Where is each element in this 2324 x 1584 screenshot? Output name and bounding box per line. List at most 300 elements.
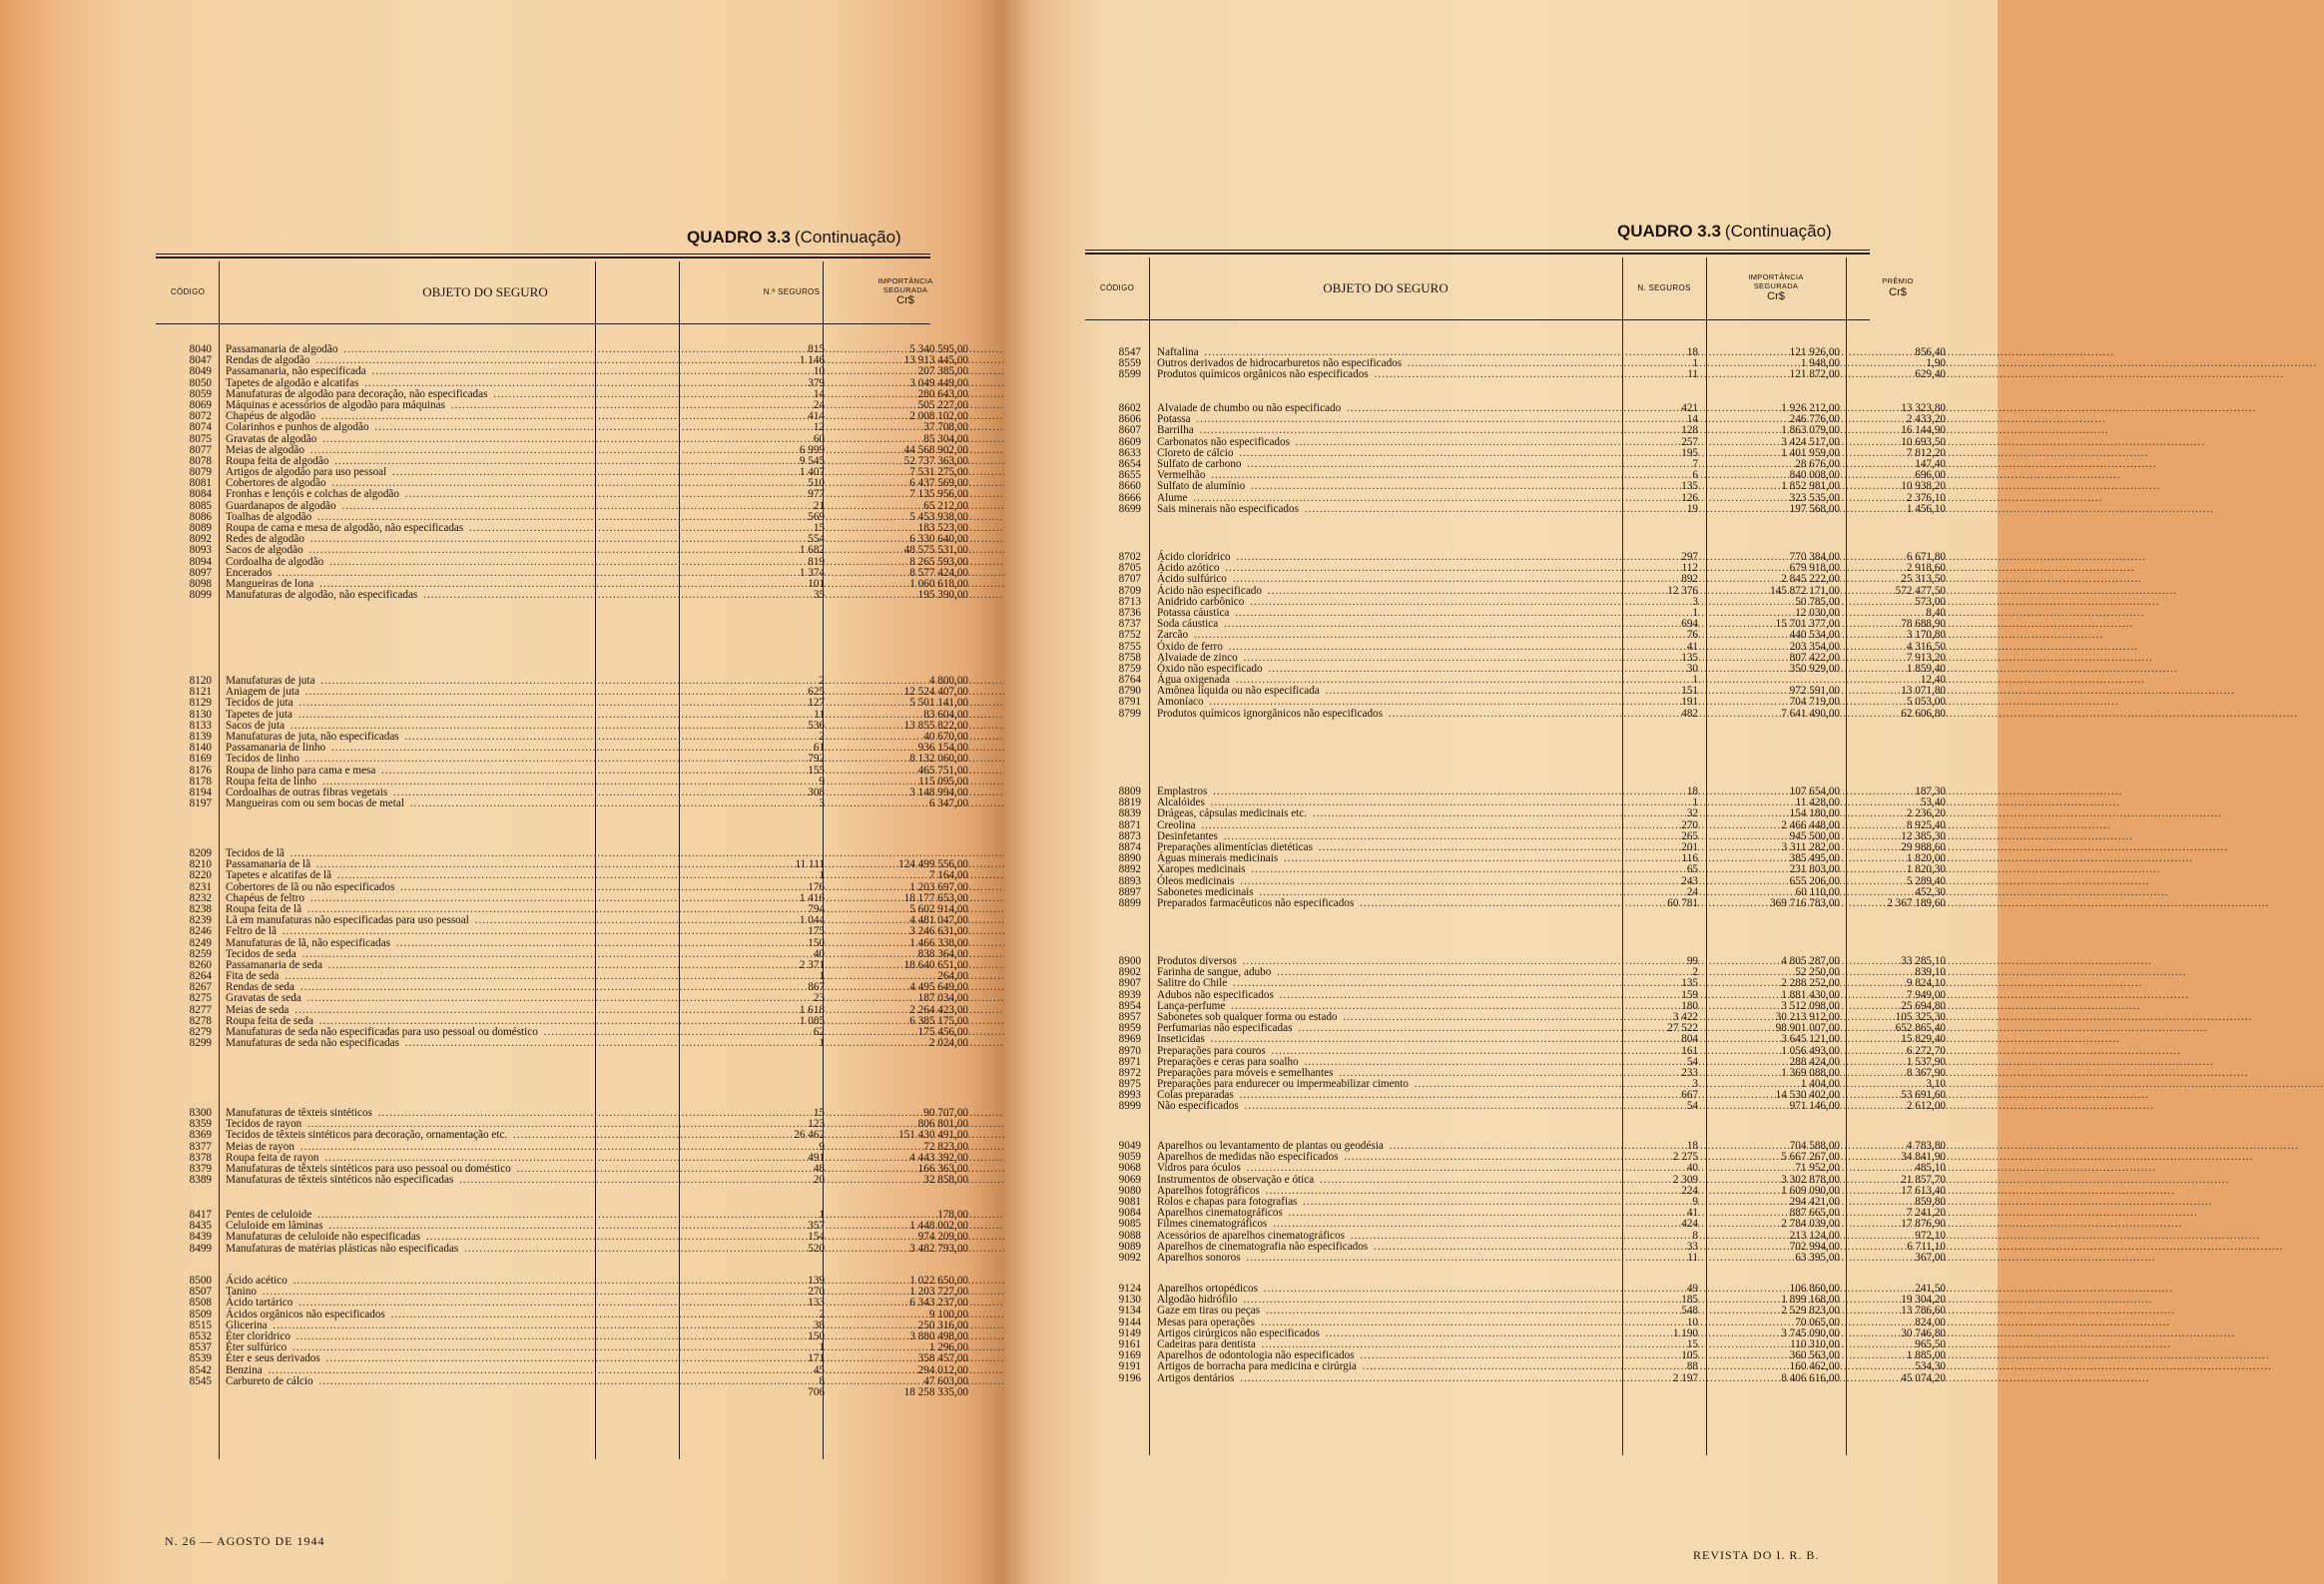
object-label: Produtos diversos bbox=[1157, 955, 1237, 967]
premium-cell: 9 824,10 bbox=[1906, 977, 1946, 990]
code-cell: 8699 bbox=[1118, 502, 1141, 515]
insured-value-cell: 5 453 938,00 bbox=[909, 510, 968, 523]
object-label: Outros derivados de hidrocarburetos não especificados bbox=[1157, 357, 1403, 370]
count-cell: 33 bbox=[1686, 1240, 1698, 1253]
code-cell: 8547 bbox=[1118, 346, 1141, 358]
count-cell: 3 bbox=[1692, 595, 1698, 608]
object-cell bbox=[1157, 504, 1686, 515]
row-group bbox=[1085, 1283, 1946, 1384]
object-cell bbox=[226, 798, 745, 809]
code-cell: 8278 bbox=[189, 1014, 212, 1027]
premium-cell: 534,30 bbox=[1915, 1360, 1946, 1373]
code-cell: 8047 bbox=[189, 354, 212, 367]
object-cell bbox=[1157, 1373, 1686, 1384]
count-cell: 15 bbox=[1686, 1337, 1698, 1350]
code-cell: 8599 bbox=[1118, 368, 1141, 381]
code-cell: 8871 bbox=[1118, 818, 1141, 831]
code-cell: 8264 bbox=[189, 970, 212, 983]
object-label: Vermelhão bbox=[1157, 469, 1206, 482]
count-cell: 2 bbox=[819, 730, 825, 743]
header-object: OBJETO DO SEGURO bbox=[1323, 279, 1449, 295]
insured-value-cell: 70 065,00 bbox=[1795, 1316, 1840, 1328]
code-cell: 8539 bbox=[189, 1352, 212, 1365]
code-cell: 8267 bbox=[189, 981, 212, 994]
count-cell: 20 bbox=[813, 1174, 825, 1187]
code-cell: 9084 bbox=[1118, 1207, 1141, 1220]
count-cell: 257 bbox=[1681, 435, 1698, 448]
insured-value-cell: 40 670,00 bbox=[923, 730, 968, 743]
insured-value-cell: 175 456,00 bbox=[917, 1026, 968, 1038]
object-cell bbox=[1157, 1306, 1686, 1317]
table-row bbox=[156, 1352, 968, 1365]
insured-value-cell: 505 227,00 bbox=[917, 398, 968, 411]
premium-cell: 5 053,00 bbox=[1906, 696, 1946, 709]
table-row bbox=[1085, 1371, 1946, 1384]
insured-value-cell: 83 604,00 bbox=[923, 708, 968, 721]
object-cell bbox=[1157, 1253, 1686, 1264]
object-cell bbox=[1157, 630, 1686, 641]
table-row bbox=[1085, 424, 1946, 437]
insured-value-cell: 231 803,00 bbox=[1789, 863, 1840, 876]
object-cell bbox=[1157, 1034, 1686, 1045]
premium-cell: 367,00 bbox=[1915, 1251, 1946, 1264]
table-row bbox=[1085, 1360, 1946, 1373]
code-cell: 8279 bbox=[189, 1026, 212, 1038]
table-header bbox=[156, 262, 933, 324]
object-label: Passamanaria de lã bbox=[226, 858, 311, 871]
object-label: Ácidos orgânicos não especificados bbox=[226, 1308, 385, 1320]
object-label: Tapetes de juta bbox=[226, 708, 292, 721]
code-cell: 8077 bbox=[189, 443, 212, 456]
object-label: Rendas de algodão bbox=[226, 354, 310, 367]
code-cell: 8752 bbox=[1118, 629, 1141, 642]
code-cell: 8439 bbox=[189, 1231, 212, 1244]
insured-value-cell: 294 012,00 bbox=[917, 1363, 968, 1376]
insured-value-cell: 1 466 338,00 bbox=[909, 936, 968, 949]
object-label: Roupa feita de linho bbox=[226, 775, 317, 788]
insured-value-cell: 50 785,00 bbox=[1795, 595, 1840, 608]
table-row bbox=[156, 1037, 968, 1050]
count-cell: 180 bbox=[1681, 999, 1698, 1012]
code-cell: 8099 bbox=[189, 589, 212, 602]
insured-value-cell: 2 264 423,00 bbox=[909, 1003, 968, 1016]
code-cell: 8755 bbox=[1118, 640, 1141, 653]
count-cell: 1 085 bbox=[799, 1014, 825, 1027]
object-label: Mangueiras de lona bbox=[226, 577, 314, 590]
premium-cell: 53,40 bbox=[1920, 796, 1946, 809]
object-label: Colas preparadas bbox=[1157, 1089, 1234, 1102]
object-label: Roupa feita de algodão bbox=[226, 454, 329, 467]
code-cell: 8702 bbox=[1118, 551, 1141, 563]
code-cell: 8607 bbox=[1118, 424, 1141, 437]
insured-value-cell: 3 512 098,00 bbox=[1781, 999, 1840, 1012]
object-label: Artigos dentários bbox=[1157, 1371, 1235, 1384]
premium-cell: 7 949,00 bbox=[1906, 988, 1946, 1001]
table-row bbox=[1085, 874, 1946, 887]
code-cell: 8133 bbox=[189, 719, 212, 732]
insured-value-cell: 30 213 912,00 bbox=[1775, 1010, 1840, 1023]
table-row bbox=[1085, 1162, 1946, 1175]
header-object: OBJETO DO SEGURO bbox=[422, 283, 548, 299]
object-label: Xaropes medicinais bbox=[1157, 863, 1246, 876]
insured-value-cell: 47 603,00 bbox=[923, 1374, 968, 1387]
object-cell bbox=[226, 1130, 745, 1141]
insured-value-cell: 8 265 593,00 bbox=[909, 555, 968, 568]
premium-cell: 6 711,10 bbox=[1907, 1240, 1946, 1253]
header-n: N. SEGUROS bbox=[1637, 283, 1691, 293]
table-row bbox=[1085, 573, 1946, 586]
count-cell: 357 bbox=[808, 1220, 825, 1233]
insured-value-cell: 3 311 282,00 bbox=[1781, 840, 1840, 853]
premium-cell: 13 071,80 bbox=[1901, 685, 1946, 698]
insured-value-cell: 1 899 168,00 bbox=[1781, 1294, 1840, 1307]
count-cell: 1 407 bbox=[799, 466, 825, 479]
code-cell: 8890 bbox=[1118, 852, 1141, 865]
premium-cell: 629,40 bbox=[1915, 368, 1946, 381]
object-label: Cordoalha de algodão bbox=[226, 555, 324, 568]
object-label: Benzina bbox=[226, 1363, 263, 1376]
code-cell: 8713 bbox=[1118, 595, 1141, 608]
count-cell: 1 bbox=[819, 1037, 825, 1050]
object-label: Preparações para endurecer ou impermeabilizar cimento bbox=[1157, 1078, 1409, 1091]
insured-value-cell: 7 641 490,00 bbox=[1781, 707, 1840, 720]
code-cell: 8707 bbox=[1118, 573, 1141, 586]
row-group bbox=[156, 343, 968, 602]
code-cell: 8500 bbox=[189, 1275, 212, 1287]
object-cell bbox=[1157, 709, 1686, 720]
insured-value-cell: 12 030,00 bbox=[1795, 606, 1840, 619]
object-cell bbox=[226, 590, 745, 601]
count-cell: 49 bbox=[1686, 1283, 1698, 1295]
premium-cell: 696,00 bbox=[1915, 469, 1946, 482]
header-importance: IMPORTÂNCIA SEGURADA Cr$ bbox=[1748, 272, 1804, 303]
count-cell: 23 bbox=[813, 992, 825, 1005]
count-cell: 1 682 bbox=[799, 544, 825, 557]
object-label: Zarcão bbox=[1157, 629, 1189, 642]
insured-value-cell: 945 500,00 bbox=[1789, 829, 1840, 842]
insured-value-cell: 3 745 090,00 bbox=[1781, 1326, 1840, 1339]
table-row bbox=[156, 753, 968, 766]
insured-value-cell: 1 203 727,00 bbox=[909, 1286, 968, 1299]
insured-value-cell: 13 913 445,00 bbox=[903, 354, 968, 367]
table-header bbox=[1085, 258, 1914, 320]
count-cell: 491 bbox=[808, 1151, 825, 1164]
object-cell bbox=[1157, 898, 1686, 909]
count-cell: 1 bbox=[819, 1341, 825, 1354]
count-cell: 175 bbox=[808, 925, 825, 938]
premium-cell: 1 859,40 bbox=[1906, 662, 1946, 675]
object-label: Desinfetantes bbox=[1157, 829, 1218, 842]
insured-value-cell: 1 948,00 bbox=[1800, 357, 1840, 370]
object-label: Tanino bbox=[226, 1286, 257, 1299]
header-code: CÓDIGO bbox=[1099, 283, 1135, 293]
table-row bbox=[156, 697, 968, 710]
code-cell: 8902 bbox=[1118, 966, 1141, 979]
count-cell: 14 bbox=[1686, 413, 1698, 426]
insured-value-cell: 679 918,00 bbox=[1789, 562, 1840, 575]
object-label: Tecidos de linho bbox=[226, 753, 299, 766]
code-cell: 8758 bbox=[1118, 651, 1141, 664]
insured-value-cell: 145 872 171,00 bbox=[1770, 584, 1840, 597]
table-row bbox=[156, 1129, 968, 1142]
object-label: Éter clorídrico bbox=[226, 1329, 290, 1342]
insured-value-cell: 807 422,00 bbox=[1789, 651, 1840, 664]
count-cell: 12 376 bbox=[1667, 584, 1698, 597]
count-cell: 379 bbox=[808, 376, 825, 389]
object-label: Lança-perfume bbox=[1157, 999, 1226, 1012]
count-cell: 694 bbox=[1681, 618, 1698, 631]
count-cell: 7 bbox=[1692, 457, 1698, 470]
insured-value-cell: 151 430 491,00 bbox=[898, 1129, 968, 1142]
table-row bbox=[156, 589, 968, 602]
object-cell bbox=[226, 1376, 745, 1387]
table-row bbox=[156, 488, 968, 501]
count-cell: 424 bbox=[1681, 1218, 1698, 1231]
object-label: Meias de rayon bbox=[226, 1140, 294, 1153]
object-label: Alcalóides bbox=[1157, 796, 1205, 809]
object-label: Aparelhos de odontologia não especificados bbox=[1157, 1349, 1355, 1362]
object-label: Sais minerais não especificados bbox=[1157, 502, 1299, 515]
insured-value-cell: 8 406 616,00 bbox=[1781, 1371, 1840, 1384]
insured-value-cell: 18 640 651,00 bbox=[903, 958, 968, 971]
code-cell: 8609 bbox=[1118, 435, 1141, 448]
insured-value-cell: 195 390,00 bbox=[917, 589, 968, 602]
premium-cell: 45 074,20 bbox=[1901, 1371, 1946, 1384]
insured-value-cell: 1 881 430,00 bbox=[1781, 988, 1840, 1001]
object-label: Chapéus de algodão bbox=[226, 410, 316, 423]
object-label: Carbonatos não especificados bbox=[1157, 435, 1290, 448]
object-cell bbox=[226, 1298, 745, 1309]
code-cell: 8089 bbox=[189, 522, 212, 534]
premium-cell: 2 376,10 bbox=[1906, 491, 1946, 504]
code-cell: 8655 bbox=[1118, 469, 1141, 482]
premium-cell: 10 693,50 bbox=[1901, 435, 1946, 448]
premium-cell: 2 367 189,60 bbox=[1887, 896, 1946, 909]
insured-value-cell: 4 800,00 bbox=[928, 675, 968, 687]
premium-cell: 6 272,70 bbox=[1906, 1044, 1946, 1057]
count-cell: 191 bbox=[1681, 696, 1698, 709]
insured-value-cell: 3 148 994,00 bbox=[909, 786, 968, 798]
code-cell: 9068 bbox=[1118, 1162, 1141, 1175]
object-label: Artigos de borracha para medicina e cirúrgia bbox=[1157, 1360, 1357, 1373]
count-cell: 60 781 bbox=[1667, 896, 1698, 909]
count-cell: 18 bbox=[1686, 786, 1698, 797]
insured-value-cell: 5 602 914,00 bbox=[909, 902, 968, 915]
code-cell: 8097 bbox=[189, 566, 212, 579]
code-cell: 8957 bbox=[1118, 1010, 1141, 1023]
count-cell: 1 044 bbox=[799, 914, 825, 927]
code-cell: 8959 bbox=[1118, 1022, 1141, 1035]
object-label: Tecidos de juta bbox=[226, 697, 293, 710]
object-label: Roupa feita de lã bbox=[226, 902, 302, 915]
count-cell: 794 bbox=[808, 902, 825, 915]
count-cell: 195 bbox=[1681, 446, 1698, 459]
count-cell: 32 bbox=[1686, 807, 1698, 820]
code-cell: 8130 bbox=[189, 708, 212, 721]
premium-cell: 29 988,60 bbox=[1901, 840, 1946, 853]
code-cell: 8897 bbox=[1118, 885, 1141, 898]
code-cell: 8537 bbox=[189, 1341, 212, 1354]
premium-cell: 1,90 bbox=[1926, 357, 1946, 370]
insured-value-cell: 183 523,00 bbox=[917, 522, 968, 534]
count-cell: 61 bbox=[813, 742, 825, 755]
object-cell bbox=[226, 698, 745, 709]
code-cell: 8907 bbox=[1118, 977, 1141, 990]
object-cell bbox=[1157, 808, 1686, 819]
count-cell: 105 bbox=[1681, 1349, 1698, 1362]
code-cell: 8359 bbox=[189, 1118, 212, 1131]
object-label: Aniagem de juta bbox=[226, 686, 299, 699]
premium-cell: 16 144,90 bbox=[1901, 424, 1946, 437]
insured-value-cell: 178,00 bbox=[937, 1209, 968, 1221]
code-cell: 8970 bbox=[1118, 1044, 1141, 1057]
code-cell: 8900 bbox=[1118, 955, 1141, 967]
object-cell bbox=[226, 754, 745, 765]
premium-cell: 17 613,40 bbox=[1901, 1184, 1946, 1197]
code-cell: 8178 bbox=[189, 775, 212, 788]
count-cell: 41 bbox=[1686, 1207, 1698, 1220]
insured-value-cell: 213 124,00 bbox=[1789, 1229, 1840, 1242]
count-cell: 19 bbox=[1686, 502, 1698, 515]
code-cell: 8220 bbox=[189, 869, 212, 882]
object-label: Naftalina bbox=[1157, 346, 1199, 358]
right-table-body bbox=[1085, 346, 1946, 1455]
object-label: Sulfato de carbono bbox=[1157, 457, 1242, 470]
premium-cell: 4 783,80 bbox=[1906, 1140, 1946, 1152]
object-label: Tapetes e alcatifas de lã bbox=[226, 869, 332, 882]
row-group bbox=[1085, 551, 1946, 720]
code-cell: 9144 bbox=[1118, 1316, 1141, 1328]
object-label: Manufaturas de têxteis sintéticos bbox=[226, 1107, 372, 1119]
insured-value-cell: 8 577 424,00 bbox=[909, 566, 968, 579]
count-cell: 265 bbox=[1681, 829, 1698, 842]
object-label: Ácido acético bbox=[226, 1275, 288, 1287]
insured-value-cell: 207 385,00 bbox=[917, 365, 968, 378]
insured-value-cell: 6 330 640,00 bbox=[909, 533, 968, 546]
count-cell: 65 bbox=[1686, 863, 1698, 876]
code-cell: 8709 bbox=[1118, 584, 1141, 597]
count-cell: 510 bbox=[808, 477, 825, 490]
count-cell: 706 bbox=[808, 1385, 825, 1398]
insured-value-cell: 8 132 060,00 bbox=[909, 753, 968, 766]
object-label: Óleos medicinais bbox=[1157, 874, 1235, 887]
code-cell: 8072 bbox=[189, 410, 212, 423]
count-cell: 18 bbox=[1686, 1140, 1698, 1152]
object-label: Manufaturas de matérias plásticas não especificadas bbox=[226, 1242, 459, 1255]
premium-cell: 7 913,20 bbox=[1906, 651, 1946, 664]
premium-cell: 34 841,90 bbox=[1901, 1151, 1946, 1164]
object-label: Passamanaria, não especificada bbox=[226, 365, 366, 378]
code-cell: 8197 bbox=[189, 797, 212, 810]
insured-value-cell: 465 751,00 bbox=[917, 764, 968, 777]
table-row bbox=[1085, 1305, 1946, 1318]
page-footer-right: REVISTA DO I. R. B. bbox=[1693, 1548, 1820, 1562]
code-cell: 9069 bbox=[1118, 1173, 1141, 1186]
count-cell: 18 bbox=[1686, 346, 1698, 358]
object-label: Potassa bbox=[1157, 413, 1191, 426]
object-label: Tecidos de têxteis sintéticos para decoração, ornamentação etc. bbox=[226, 1129, 508, 1142]
object-cell bbox=[1157, 1361, 1686, 1372]
object-label: Manufaturas de celuloide não especificadas bbox=[226, 1231, 421, 1244]
count-cell: 6 999 bbox=[799, 443, 825, 456]
code-cell: 8169 bbox=[189, 753, 212, 766]
count-cell: 1 416 bbox=[799, 891, 825, 904]
insured-value-cell: 106 860,00 bbox=[1789, 1283, 1840, 1295]
count-cell: 1 bbox=[1692, 674, 1698, 687]
object-label: Passamanaria de algodão bbox=[226, 343, 338, 355]
insured-value-cell: 2 784 039,00 bbox=[1781, 1218, 1840, 1231]
count-cell: 11 bbox=[1687, 368, 1698, 381]
insured-value-cell: 18 258 335,00 bbox=[903, 1385, 968, 1398]
table-row bbox=[1085, 1218, 1946, 1231]
object-label: Éter e seus derivados bbox=[226, 1352, 320, 1365]
insured-value-cell: 1 401 959,00 bbox=[1781, 446, 1840, 459]
count-cell: 270 bbox=[808, 1286, 825, 1299]
object-label: Cordoalhas de outras fibras vegetais bbox=[226, 786, 388, 798]
code-cell: 8509 bbox=[189, 1308, 212, 1320]
premium-cell: 2 918,60 bbox=[1906, 562, 1946, 575]
insured-value-cell: 44 568 902,00 bbox=[903, 443, 968, 456]
object-label: Manufaturas de algodão para decoração, não especificadas bbox=[226, 387, 488, 400]
object-label: Roupa de cama e mesa de algodão, não especificadas bbox=[226, 522, 464, 534]
object-cell bbox=[1157, 1219, 1686, 1230]
code-cell: 8759 bbox=[1118, 662, 1141, 675]
code-cell: 9130 bbox=[1118, 1294, 1141, 1307]
code-cell: 8379 bbox=[189, 1162, 212, 1175]
object-label: Tapetes de algodão e alcatifas bbox=[226, 376, 359, 389]
insured-value-cell: 90 707,00 bbox=[923, 1107, 968, 1119]
object-label: Aparelhos de cinematografia não especificados bbox=[1157, 1240, 1369, 1253]
object-label: Manufaturas de juta bbox=[226, 675, 315, 687]
insured-value-cell: 2 466 448,00 bbox=[1781, 818, 1840, 831]
object-label: Cobertores de algodão bbox=[226, 477, 326, 490]
row-group bbox=[1085, 786, 1946, 909]
count-cell: 11 bbox=[814, 708, 825, 721]
code-cell: 8954 bbox=[1118, 999, 1141, 1012]
insured-value-cell: 6 343 237,00 bbox=[909, 1297, 968, 1310]
code-cell: 8736 bbox=[1118, 606, 1141, 619]
insured-value-cell: 3 302 878,00 bbox=[1781, 1173, 1840, 1186]
count-cell: 9 bbox=[819, 1140, 825, 1153]
object-label: Passamanaria de linho bbox=[226, 742, 326, 755]
code-cell: 9092 bbox=[1118, 1251, 1141, 1264]
object-cell bbox=[226, 366, 745, 377]
insured-value-cell: 360 563,00 bbox=[1789, 1349, 1840, 1362]
object-label: Mangueiras com ou sem bocas de metal bbox=[226, 797, 404, 810]
code-cell: 8084 bbox=[189, 488, 212, 501]
count-cell: 151 bbox=[1681, 685, 1698, 698]
table-row bbox=[1085, 502, 1946, 515]
insured-value-cell: 4 805 287,00 bbox=[1781, 955, 1840, 967]
object-label: Salitre do Chile bbox=[1157, 977, 1228, 990]
code-cell: 8542 bbox=[189, 1363, 212, 1376]
count-cell: 30 bbox=[1686, 662, 1698, 675]
count-cell: 135 bbox=[1681, 651, 1698, 664]
count-cell: 62 bbox=[813, 1026, 825, 1038]
insured-value-cell: 1 056 493,00 bbox=[1781, 1044, 1840, 1057]
code-cell: 9085 bbox=[1118, 1218, 1141, 1231]
table-row bbox=[1085, 707, 1946, 720]
object-label: Passamanaria de seda bbox=[226, 958, 322, 971]
code-cell: 8079 bbox=[189, 466, 212, 479]
insured-value-cell: 2 024,00 bbox=[928, 1037, 968, 1050]
object-label: Feltro de lã bbox=[226, 925, 277, 938]
object-label: Meias de algodão bbox=[226, 443, 304, 456]
count-cell: 2 371 bbox=[799, 958, 825, 971]
object-label: Roupa feita de seda bbox=[226, 1014, 313, 1027]
count-cell: 11 bbox=[1687, 1251, 1698, 1264]
count-cell: 569 bbox=[808, 510, 825, 523]
